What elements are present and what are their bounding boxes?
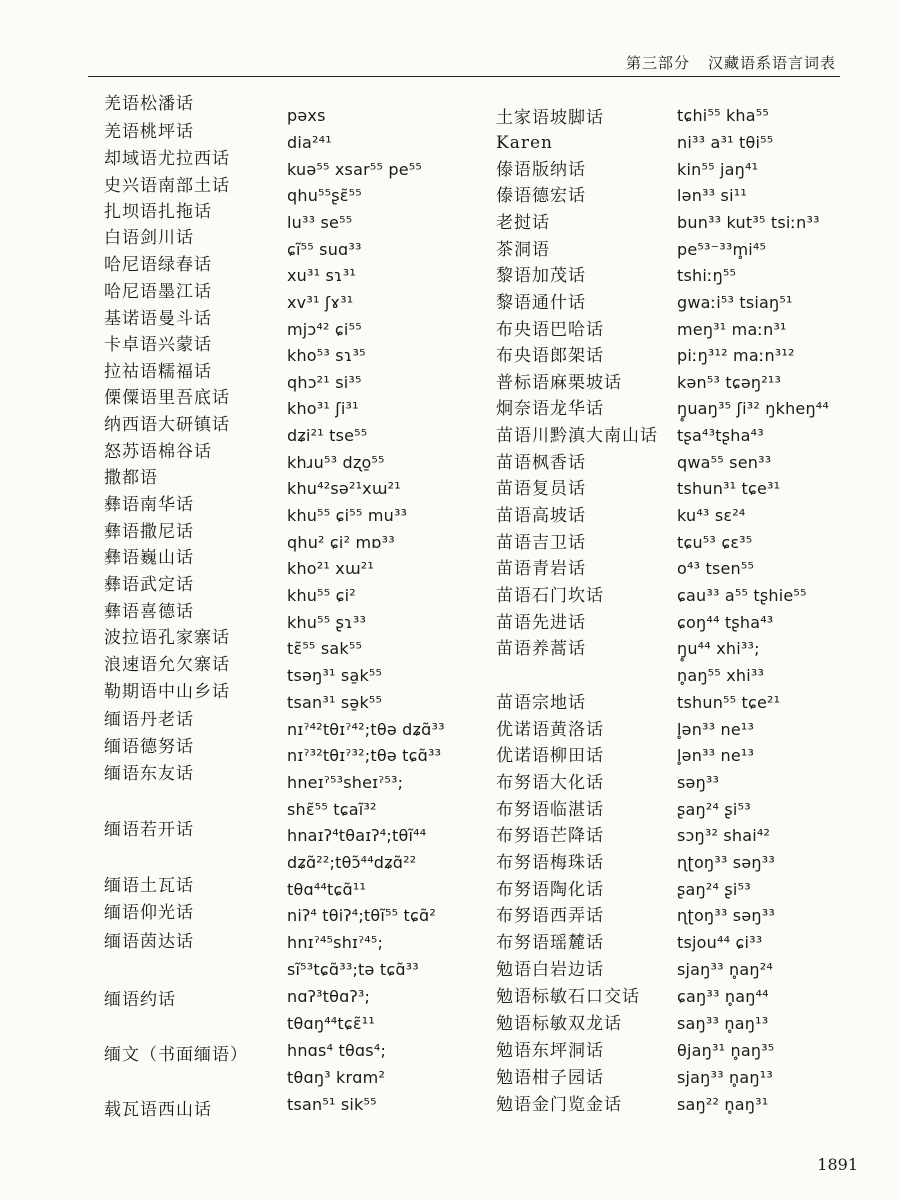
word-form: qhu⁵⁵ʂɛ̃⁵⁵ (287, 186, 362, 205)
language-name: 苗语吉卫话 (496, 533, 586, 553)
language-name: 彝语武定话 (104, 575, 194, 595)
language-name: 哈尼语墨江话 (104, 282, 212, 302)
language-name: 勉语标敏石口交话 (496, 987, 640, 1007)
word-form: tθɑŋ³ krɑm² (287, 1068, 386, 1087)
word-form: ɕau³³ a⁵⁵ tʂhie⁵⁵ (677, 586, 807, 605)
language-name: 史兴语南部土话 (104, 176, 230, 196)
language-name: 苗语宗地话 (496, 693, 586, 713)
word-form: n̥aŋ⁵⁵ xhi³³ (677, 666, 765, 685)
word-form: khu⁴²sə²¹xɯ²¹ (287, 479, 401, 498)
language-name: 缅语茵达话 (104, 932, 194, 952)
language-name: 勉语东坪洞话 (496, 1041, 604, 1061)
language-name: 缅语丹老话 (104, 710, 194, 730)
word-form: mjɔ⁴² ɕi⁵⁵ (287, 320, 362, 339)
word-form: saŋ²² n̥aŋ³¹ (677, 1095, 769, 1114)
header-title (626, 52, 836, 73)
language-name: 怒苏语棉谷话 (104, 442, 212, 462)
language-name: 普标语麻栗坡话 (496, 373, 622, 393)
word-form: kən⁵³ tɕəŋ²¹³ (677, 373, 782, 392)
language-name: Karen (496, 133, 553, 153)
word-form: tshiːŋ⁵⁵ (677, 266, 737, 285)
word-form: ɳʈoŋ³³ səŋ³³ (677, 906, 775, 925)
language-name: 彝语南华话 (104, 495, 194, 515)
word-form: tɕu⁵³ ɕɛ³⁵ (677, 533, 753, 552)
word-form: tshun⁵⁵ tɕe²¹ (677, 693, 781, 712)
word-form: hneɪˀ⁵³sheɪˀ⁵³; (287, 773, 404, 792)
language-name: 黎语加茂话 (496, 266, 586, 286)
language-name: 缅语若开话 (104, 820, 194, 840)
word-form: xv³¹ ʃɤ³¹ (287, 293, 354, 312)
word-form: khɹu⁵³ dʐo̱⁵⁵ (287, 453, 385, 472)
word-form: hnɪˀ⁴⁵shɪˀ⁴⁵; (287, 933, 384, 952)
language-name: 浪速语允欠寨话 (104, 655, 230, 675)
language-name: 苗语川黔滇大南山话 (496, 426, 658, 446)
language-name: 布努语西弄话 (496, 906, 604, 926)
word-form: gwaːi⁵³ tsiaŋ⁵¹ (677, 293, 793, 312)
word-form: tθɑŋ⁴⁴tɕɛ̃¹¹ (287, 1014, 375, 1033)
word-form: saŋ³³ n̥aŋ¹³ (677, 1014, 769, 1033)
language-name: 茶洞语 (496, 240, 550, 260)
language-name: 黎语通什话 (496, 293, 586, 313)
language-name: 优诺语柳田话 (496, 746, 604, 766)
word-form: nɪˀ⁴²tθɪˀ⁴²;tθə dʑɑ̃³³ (287, 720, 445, 739)
language-name: 缅语仰光话 (104, 903, 194, 923)
word-form: ŋ̥uaŋ³⁵ ʃi³² ŋkheŋ⁴⁴ (677, 399, 830, 418)
word-form: khu⁵⁵ ɕi² (287, 586, 356, 605)
word-form: tɕhi⁵⁵ kha⁵⁵ (677, 106, 770, 125)
word-form: tsan⁵¹ sik⁵⁵ (287, 1095, 377, 1114)
word-form: sjaŋ³³ n̥aŋ²⁴ (677, 960, 773, 979)
language-name: 彝语喜德话 (104, 602, 194, 622)
word-form: tɛ̃⁵⁵ sak⁵⁵ (287, 639, 363, 658)
word-form: sɔŋ³² shai⁴² (677, 826, 771, 845)
language-name: 老挝话 (496, 213, 550, 233)
word-form: qhu² ɕi² mɒ³³ (287, 533, 395, 552)
word-form: khu⁵⁵ ʂɿ³³ (287, 613, 367, 632)
word-form: l̥ən³³ ne¹³ (677, 746, 755, 765)
word-form: ku⁴³ sɛ²⁴ (677, 506, 746, 525)
language-name: 却域语尤拉西话 (104, 149, 230, 169)
word-form: tθɑ⁴⁴tɕɑ̃¹¹ (287, 880, 367, 899)
language-name: 扎坝语扎拖话 (104, 202, 212, 222)
word-form: pe⁵³⁻³³m̥i⁴⁵ (677, 240, 767, 259)
language-name: 勉语柑子园话 (496, 1068, 604, 1088)
language-name: 勉语标敏双龙话 (496, 1014, 622, 1034)
word-form: sĩ⁵³tɕɑ̃³³;tə tɕɑ̃³³ (287, 960, 419, 979)
language-name: 苗语青岩话 (496, 559, 586, 579)
language-name: 勒期语中山乡话 (104, 682, 230, 702)
language-name: 苗语先进话 (496, 613, 586, 633)
word-form: θjaŋ³¹ n̥aŋ³⁵ (677, 1041, 775, 1060)
word-form: lu³³ se⁵⁵ (287, 213, 353, 232)
word-form: nɪˀ³²tθɪˀ³²;tθə tɕɑ̃³³ (287, 746, 442, 765)
language-name: 布努语芒降话 (496, 826, 604, 846)
word-form: ɕĩ⁵⁵ suɑ³³ (287, 240, 362, 259)
language-name: 布央语巴哈话 (496, 320, 604, 340)
word-form: qhɔ²¹ si³⁵ (287, 373, 362, 392)
language-name: 缅文（书面缅语） (104, 1045, 248, 1065)
language-name: 苗语高坡话 (496, 506, 586, 526)
word-form: ŋ̥u⁴⁴ xhi³³; (677, 639, 760, 658)
language-name: 苗语养蒿话 (496, 639, 586, 659)
word-form: dia²⁴¹ (287, 133, 332, 152)
language-name: 彝语撒尼话 (104, 522, 194, 542)
word-form: qwa⁵⁵ sen³³ (677, 453, 772, 472)
word-form: tsan³¹ sə̱k⁵⁵ (287, 693, 383, 712)
language-name: 土家语坡脚话 (496, 108, 604, 128)
word-form: ni³³ a³¹ tθi⁵⁵ (677, 133, 774, 152)
language-name: 纳西语大研镇话 (104, 415, 230, 435)
language-name: 缅语土瓦话 (104, 876, 194, 896)
language-name: 缅语德努话 (104, 737, 194, 757)
word-form: nɑʔ³tθɑʔ³; (287, 987, 371, 1006)
word-form: tsəŋ³¹ sa̱k⁵⁵ (287, 666, 383, 685)
word-form: kuə⁵⁵ xsar⁵⁵ pe⁵⁵ (287, 160, 423, 179)
word-form: meŋ³¹ maːn³¹ (677, 320, 787, 339)
language-name: 卡卓语兴蒙话 (104, 335, 212, 355)
language-name: 优诺语黄洛话 (496, 720, 604, 740)
language-name: 布努语陶化话 (496, 880, 604, 900)
word-form: kho²¹ xɯ²¹ (287, 559, 374, 578)
word-form: kho⁵³ sɿ³⁵ (287, 346, 366, 365)
word-form: ʂaŋ²⁴ ʂi⁵³ (677, 800, 751, 819)
language-name: 傣语德宏话 (496, 186, 586, 206)
header-section-title: 汉藏语系语言词表 (707, 54, 836, 72)
word-form: dʑi²¹ tse⁵⁵ (287, 426, 368, 445)
word-form: dʑɑ̃²²;tθɔ̃⁴⁴dʑɑ̃²² (287, 853, 417, 872)
language-name: 基诺语曼斗话 (104, 309, 212, 329)
word-form: səŋ³³ (677, 773, 720, 792)
word-form: ɕoŋ⁴⁴ tʂha⁴³ (677, 613, 774, 632)
language-name: 布努语瑶麓话 (496, 933, 604, 953)
language-name: 哈尼语绿春话 (104, 255, 212, 275)
language-name: 羌语松潘话 (104, 94, 194, 114)
word-form: pəxs (287, 106, 326, 125)
word-form: shɛ̃⁵⁵ tɕaĩ³² (287, 800, 377, 819)
language-name: 傣语版纳话 (496, 160, 586, 180)
word-form: niʔ⁴ tθiʔ⁴;tθĩ⁵⁵ tɕɑ̃² (287, 906, 436, 925)
language-name: 缅语约话 (104, 990, 176, 1010)
running-header (88, 50, 840, 77)
word-form: khu⁵⁵ ɕi⁵⁵ mu³³ (287, 506, 408, 525)
word-form: sjaŋ³³ n̥aŋ¹³ (677, 1068, 773, 1087)
word-form: l̥ən³³ ne¹³ (677, 720, 755, 739)
word-form: hnaɪʔ⁴tθaɪʔ⁴;tθĩ⁴⁴ (287, 826, 427, 845)
word-form: hnɑs⁴ tθɑs⁴; (287, 1041, 387, 1060)
header-part: 第三部分 (625, 54, 690, 72)
language-name: 撒都语 (104, 468, 158, 488)
language-name: 苗语石门坎话 (496, 586, 604, 606)
language-name: 布努语临湛话 (496, 800, 604, 820)
word-form: lən³³ si¹¹ (677, 186, 747, 205)
word-form: ʂaŋ²⁴ ʂi⁵³ (677, 880, 751, 899)
word-form: bun³³ kut³⁵ tsiːn³³ (677, 213, 820, 232)
word-form: o⁴³ tsen⁵⁵ (677, 559, 755, 578)
language-name: 羌语桃坪话 (104, 122, 194, 142)
language-name: 白语剑川话 (104, 228, 194, 248)
page-number: 1891 (817, 1155, 858, 1174)
word-form: tʂa⁴³tʂha⁴³ (677, 426, 764, 445)
word-form: tshun³¹ tɕe³¹ (677, 479, 781, 498)
word-form: tsjou⁴⁴ ɕi³³ (677, 933, 763, 952)
language-name: 勉语白岩边话 (496, 960, 604, 980)
language-name: 布央语郎架话 (496, 346, 604, 366)
word-form: kin⁵⁵ jaŋ⁴¹ (677, 160, 759, 179)
language-name: 彝语巍山话 (104, 548, 194, 568)
language-name: 缅语东友话 (104, 764, 194, 784)
language-name: 傈僳语里吾底话 (104, 388, 230, 408)
language-name: 炯奈语龙华话 (496, 399, 604, 419)
language-name: 载瓦语西山话 (104, 1100, 212, 1120)
word-form: ɳʈoŋ³³ səŋ³³ (677, 853, 775, 872)
word-form: kho³¹ ʃi³¹ (287, 399, 359, 418)
word-form: xu³¹ sɿ³¹ (287, 266, 356, 285)
language-name: 苗语枫香话 (496, 453, 586, 473)
language-name: 布努语梅珠话 (496, 853, 604, 873)
word-form: piːŋ³¹² maːn³¹² (677, 346, 795, 365)
language-name: 勉语金门览金话 (496, 1095, 622, 1115)
word-form: ɕaŋ³³ n̥aŋ⁴⁴ (677, 987, 769, 1006)
language-name: 布努语大化话 (496, 773, 604, 793)
language-name: 苗语复员话 (496, 479, 586, 499)
language-name: 波拉语孔家寨话 (104, 628, 230, 648)
language-name: 拉祜语糯福话 (104, 362, 212, 382)
